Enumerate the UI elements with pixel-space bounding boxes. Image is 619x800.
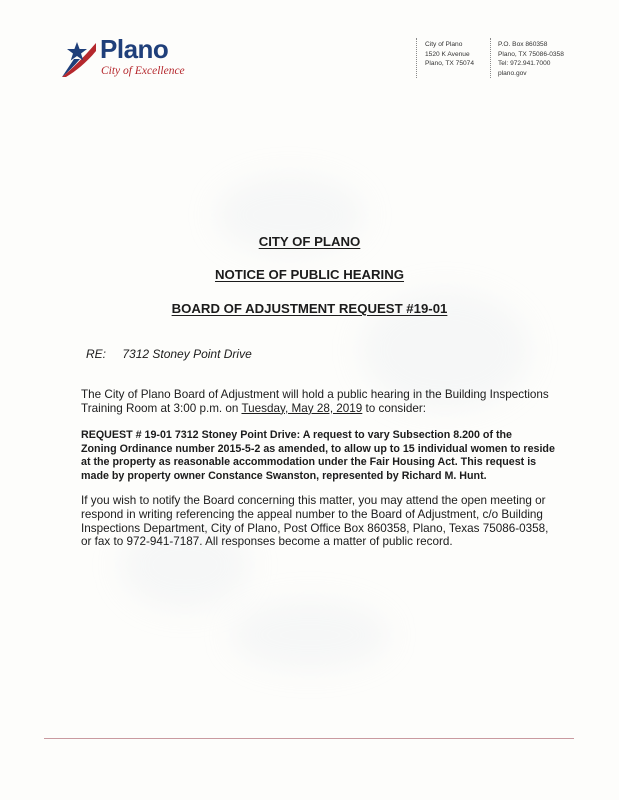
intro-line: Training Room at 3:00 p.m. on Tuesday, May 28, 2019 to consider: [81,401,426,415]
letterhead-divider [416,38,417,78]
address-line: Plano, TX 75086-0358 [498,50,564,58]
footer-rule [44,738,574,739]
closing-line: Inspections Department, City of Plano, Post Office Box 860358, Plano, Texas 75086-0358, [81,521,549,535]
address-line: 1520 K Avenue [425,50,470,58]
logo-name: Plano [100,34,169,64]
plano-star-flag-icon [60,39,98,79]
logo-tagline: City of Excellence [101,65,185,77]
re-line [86,347,252,361]
letterhead-divider [490,38,491,78]
re-address: 7312 Stoney Point Drive [122,347,252,361]
heading-notice: NOTICE OF PUBLIC HEARING [214,267,405,282]
request-line: REQUEST # 19-01 7312 Stoney Point Drive: A request to vary Subsection 8.200 of the [81,429,513,441]
website-text: plano.gov [498,69,527,77]
request-line: made by property owner Constance Swanston, represented by Richard M. Hunt. [81,470,487,483]
re-label: RE: [86,347,107,361]
request-paragraph [81,429,555,484]
request-line: Zoning Ordinance number 2015-5-2 as amended, to allow up to 15 individual women to reside [81,442,555,455]
closing-paragraph [81,494,551,549]
plano-logo [60,34,210,85]
address-line: Tel: 972.941.7000 [498,60,551,67]
heading-board-request: BOARD OF ADJUSTMENT REQUEST #19-01 [171,301,448,316]
intro-line: The City of Plano Board of Adjustment will hold a public hearing in the Building Inspections [81,388,549,401]
heading-city: CITY OF PLANO [258,234,361,249]
address-po-box [498,40,564,78]
address-line: City of Plano [425,41,463,48]
request-line: at the property as reasonable accommodation under the Fair Housing Act. This request is [81,456,537,469]
closing-line: or fax to 972-941-7187. All responses become a matter of public record. [81,535,453,549]
closing-line: If you wish to notify the Board concerning this matter, you may attend the open meeting or [81,494,546,507]
address-city-hall [425,40,474,69]
intro-paragraph [81,388,551,416]
hearing-date: Tuesday, May 28, 2019 [241,401,363,415]
closing-line: respond in writing referencing the appeal number to the Board of Adjustment, c/o Building [81,507,543,521]
address-line: P.O. Box 860358 [498,41,548,48]
address-line: Plano, TX 75074 [425,60,475,67]
